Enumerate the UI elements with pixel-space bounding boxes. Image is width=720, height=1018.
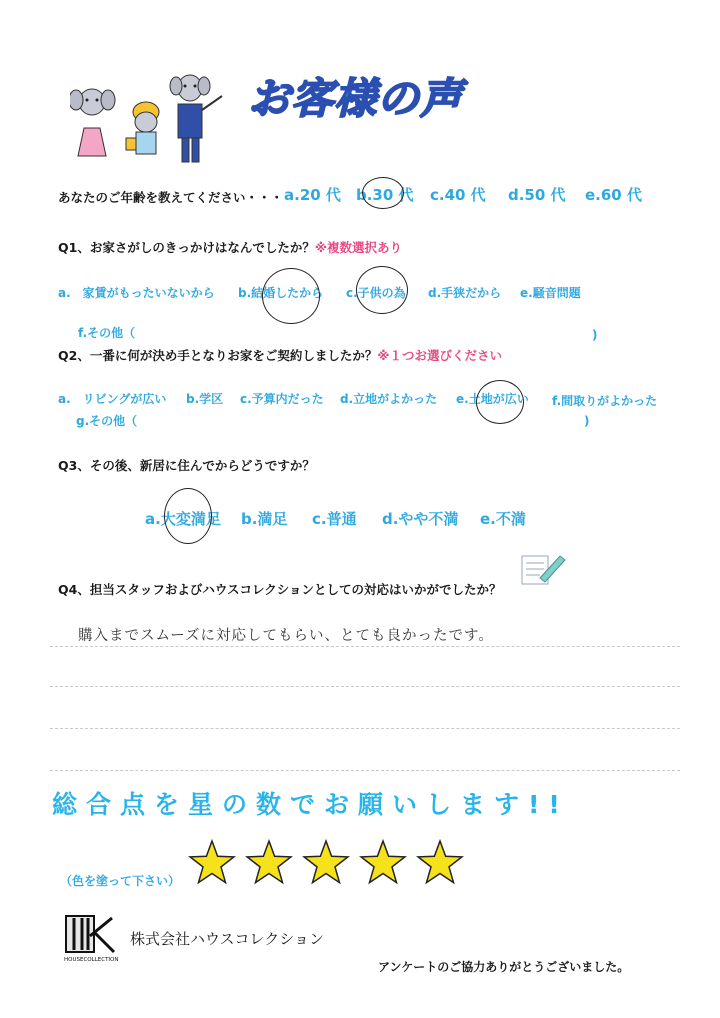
selection-circle-age [362, 177, 404, 209]
mascot-man [170, 75, 222, 162]
q3-option-d[interactable]: d.やや不満 [382, 510, 459, 528]
company-name: 株式会社ハウスコレクション [130, 930, 324, 948]
notepad-pencil-icon [520, 550, 566, 586]
answer-line [50, 728, 680, 729]
stars-svg [188, 838, 478, 888]
rating-banner: 総合点を星の数でお願いします!! [52, 790, 569, 819]
rating-star-icon[interactable] [418, 841, 462, 883]
q1-option-a[interactable]: a. 家賃がもったいないから [58, 286, 215, 300]
rating-star-icon[interactable] [190, 841, 234, 883]
q2-line [58, 346, 502, 364]
answer-line [50, 770, 680, 771]
age-option-50s[interactable]: d.50 代 [508, 186, 566, 204]
q1-option-b[interactable]: b.結婚したから [238, 286, 324, 300]
star-rating [188, 838, 478, 888]
rating-star-icon[interactable] [361, 841, 405, 883]
q2-option-d[interactable]: d.立地がよかった [340, 392, 438, 406]
q4-question: Q4、担当スタッフおよびハウスコレクションとしての対応はいかがでしたか？ [58, 582, 502, 597]
selection-circle-q1-c [356, 266, 408, 314]
q3-option-e[interactable]: e.不満 [480, 510, 526, 528]
q4-answer: 購入までスムーズに対応してもらい、とても良かったです。 [78, 628, 494, 644]
q1-question: Q1、お家さがしのきっかけはなんでしたか？ [58, 240, 315, 255]
q2-other-close: ) [584, 414, 590, 428]
rating-star-icon[interactable] [247, 841, 291, 883]
q3-question: Q3、その後、新居に住んでからどうですか？ [58, 458, 315, 473]
mascot-illustration [70, 70, 230, 166]
q1-note: ※複数選択あり [314, 240, 402, 255]
age-option-20s[interactable]: a.20 代 [284, 186, 341, 204]
selection-circle-q2-e [476, 380, 524, 424]
answer-line [50, 646, 680, 647]
mascot-girl [70, 89, 115, 156]
q2-option-e[interactable]: e.土地が広い [456, 392, 529, 406]
q1-line [58, 238, 402, 256]
q2-question: Q2、一番に何が決め手となりお家をご契約しましたか？ [58, 348, 378, 363]
q1-option-e[interactable]: e.騒音問題 [520, 286, 581, 300]
thanks-message: アンケートのご協力ありがとうございました。 [378, 960, 630, 974]
q2-other-label: g.その他（ [76, 414, 138, 428]
q1-other-close: ) [592, 328, 598, 342]
q1-other-label: f.その他（ [78, 326, 136, 340]
selection-circle-q3-a [164, 488, 212, 544]
rating-instruction: （色を塗って下さい） [60, 874, 181, 888]
answer-line [50, 686, 680, 687]
q2-option-b[interactable]: b.学区 [186, 392, 224, 406]
q3-option-b[interactable]: b.満足 [241, 510, 288, 528]
selection-circle-q1-b [262, 268, 320, 324]
age-option-40s[interactable]: c.40 代 [430, 186, 486, 204]
age-option-60s[interactable]: e.60 代 [585, 186, 642, 204]
mascot-child [126, 102, 159, 154]
age-question: あなたのご年齢を教えてください・・・ [58, 190, 284, 205]
svg-text:HOUSECOLLECTION: HOUSECOLLECTION [64, 957, 119, 963]
q3-option-c[interactable]: c.普通 [312, 510, 357, 528]
q1-option-d[interactable]: d.手狭だから [428, 286, 502, 300]
q2-option-a[interactable]: a. リビングが広い [58, 392, 167, 406]
age-option-30s[interactable]: b.30 代 [356, 186, 414, 204]
q1-option-c[interactable]: c.子供の為 [346, 286, 406, 300]
rating-star-icon[interactable] [304, 841, 348, 883]
company-logo [62, 914, 128, 964]
q2-option-c[interactable]: c.予算内だった [240, 392, 324, 406]
q2-option-f[interactable]: f.間取りがよかった [552, 394, 658, 408]
q3-option-a[interactable]: a.大変満足 [145, 510, 221, 528]
q2-note: ※１つお選びください [377, 348, 502, 363]
page-title: お客様の声 [248, 74, 464, 123]
